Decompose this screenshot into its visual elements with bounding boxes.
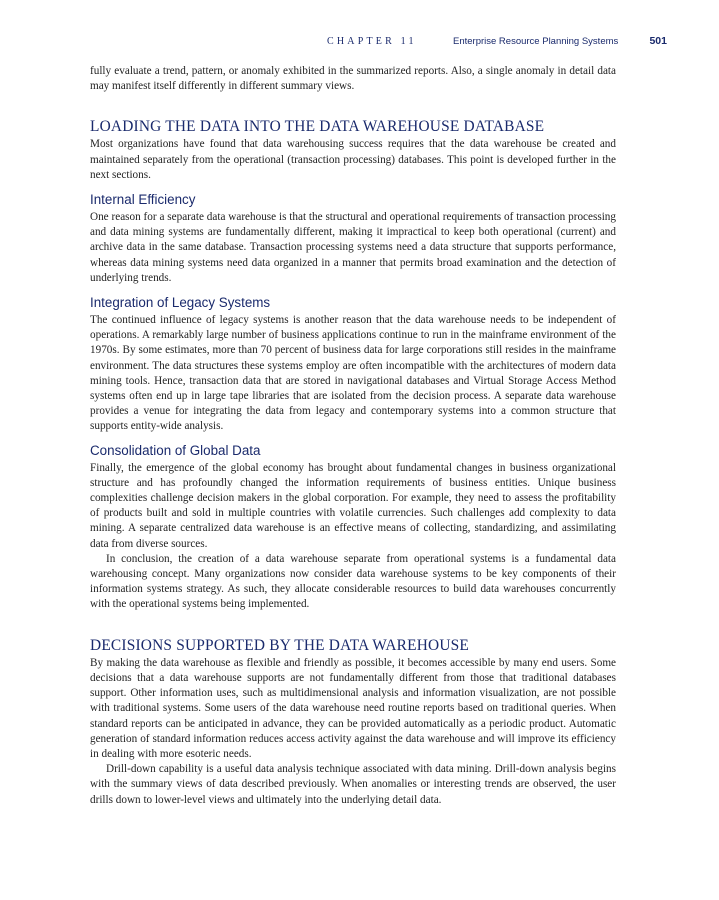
- body-paragraph: By making the data warehouse as flexible and friendly as possible, it becomes accessible by many end users. Some decisions that a data warehouse supports are not fundamentally different from those that traditional databases support. Other information uses, such as multidimensional analysis and information visualization, are not possible with traditional systems. Some users of the data warehouse need routine reports based on traditional queries. When standard reports can be anticipated in advance, they can be provided automatically as a periodic product. Automatic generation of standard information reduces access activity against the data warehouse and will improve its efficiency in dealing with more esoteric needs.: [90, 656, 616, 760]
- page-number: 501: [649, 35, 667, 47]
- section-paragraph: Most organizations have found that data warehousing success requires that the data warehouse be created and maintained separately from the operational (transaction processing) databases. This point is developed further in the next sections.: [90, 138, 616, 181]
- intro-paragraph: fully evaluate a trend, pattern, or anomaly exhibited in the summarized reports. Also, a single anomaly in detail data may manifest itself differently in different summary views.: [90, 65, 616, 93]
- subsection-heading-global-data: Consolidation of Global Data: [90, 442, 261, 458]
- running-header: [90, 36, 667, 52]
- subsection-heading-internal-efficiency: Internal Efficiency: [90, 192, 196, 208]
- section-heading-decisions: DECISIONS SUPPORTED BY THE DATA WAREHOUSE: [90, 636, 470, 654]
- subsection-heading-legacy-systems: Integration of Legacy Systems: [90, 295, 271, 311]
- body-paragraph: In conclusion, the creation of a data warehouse separate from operational systems is a fundamental data warehousing concept. Many organizations now consider data warehouse systems to be key components of their information systems strategy. As such, they allocate considerable resources to build data warehouses concurrently with the operational systems being implemented.: [90, 552, 616, 611]
- page-content: [90, 64, 616, 808]
- body-paragraph: Drill-down capability is a useful data analysis technique associated with data mining. Drill-down analysis begins with the summary views of data described previously. When anomalies or interesting trends are observed, the user drills down to lower-level views and ultimately into the underlying detail data.: [90, 763, 616, 806]
- body-paragraph: One reason for a separate data warehouse is that the structural and operational requirements of transaction processing and data mining systems are fundamentally different, making it impractical to keep both operational (current) and archive data in the same database. Transaction processing systems need a data structure that supports performance, whereas data mining systems need data organized in a manner that permits broad examination and the detection of underlying trends.: [90, 211, 616, 284]
- chapter-label: CHAPTER 11: [327, 36, 417, 47]
- body-paragraph: The continued influence of legacy systems is another reason that the data warehouse needs to be independent of operations. A remarkably large number of business applications continue to run in the mainframe environment of the 1970s. By some estimates, more than 70 percent of business data for large corporations still resides in the mainframe environment. The data structures these systems employ are often incompatible with the architectures of modern data mining tools. Hence, transaction data that are stored in navigational databases and Virtual Storage Access Method systems often end up in large tape libraries that are isolated from the decision process. A separate data warehouse provides a venue for integrating the data from legacy and contemporary systems into a common structure that supports entity-wide analysis.: [90, 314, 616, 433]
- body-paragraph: Finally, the emergence of the global economy has brought about fundamental changes in business organizational structure and has profoundly changed the information requirements of business entities. Unique business complexities challenge decision makers in the global corporation. For example, they need to assess the profitability of products built and sold in multiple countries with volatile currencies. Such challenges add complexity to data mining. A separate centralized data warehouse is an effective means of collecting, standardizing, and assimilating data from diverse sources.: [90, 461, 616, 550]
- section-heading-loading: LOADING THE DATA INTO THE DATA WAREHOUSE DATABASE: [90, 118, 545, 136]
- chapter-title: Enterprise Resource Planning Systems: [453, 36, 619, 47]
